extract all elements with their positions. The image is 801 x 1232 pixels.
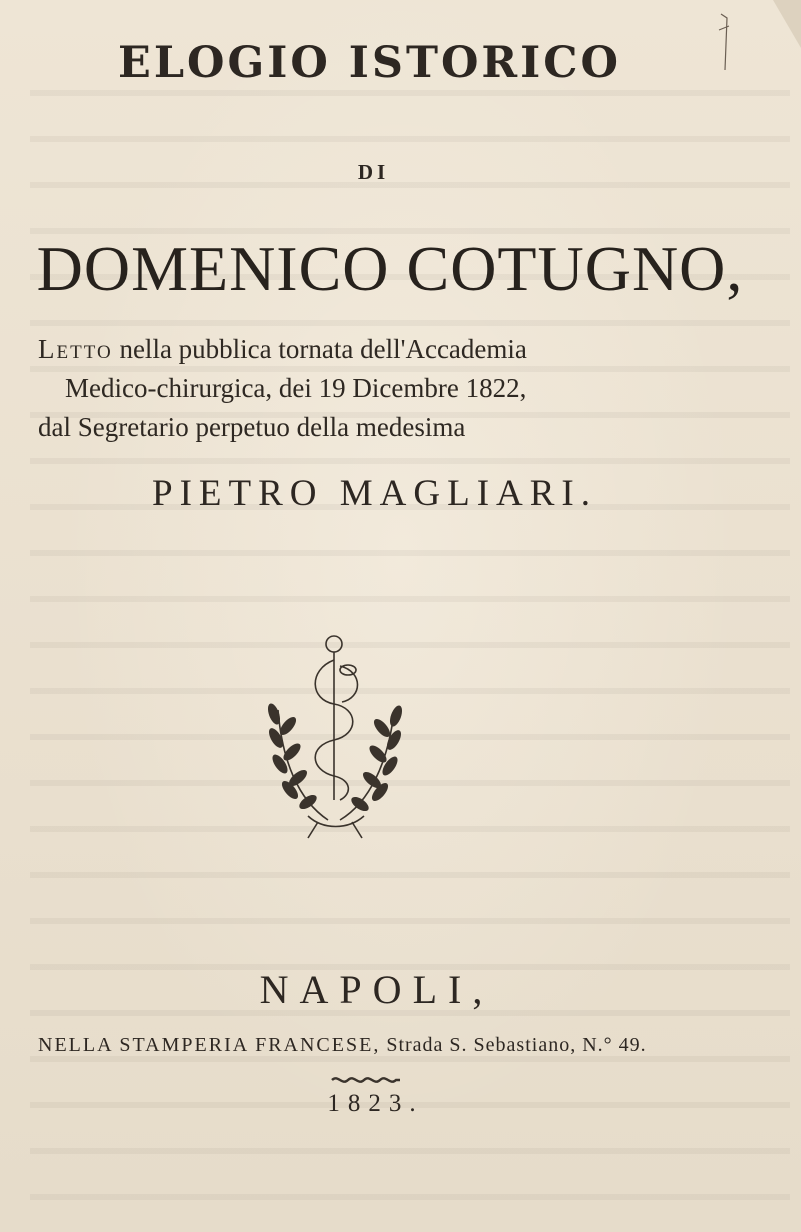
imprint-printer-address: Strada S. Sebastiano, N.° 49. bbox=[380, 1034, 647, 1056]
title-preposition: DI bbox=[357, 160, 390, 184]
title-subject-name: DOMENICO COTUGNO, bbox=[36, 233, 744, 304]
imprint-city: NAPOLI, bbox=[259, 967, 494, 1012]
dedication-text bbox=[38, 330, 738, 447]
imprint-printer-name: NELLA STAMPERIA FRANCESE, bbox=[38, 1034, 381, 1056]
dedication-lead-word: Letto bbox=[38, 334, 113, 364]
author-name: PIETRO MAGLIARI. bbox=[152, 473, 597, 514]
dedication-line-1-text: nella pubblica tornata dell'Accademia bbox=[112, 334, 527, 364]
dedication-line-1 bbox=[38, 330, 738, 369]
imprint-year: 1823. bbox=[327, 1090, 424, 1117]
caduceus-laurel-emblem-icon bbox=[248, 630, 418, 850]
title-elogio-istorico: ELOGIO ISTORICO bbox=[118, 38, 621, 88]
dedication-line-2: Medico-chirurgica, dei 19 Dicembre 1822, bbox=[65, 373, 527, 403]
imprint-printer bbox=[38, 1034, 758, 1057]
dedication-line-3: dal Segretario perpetuo della medesima bbox=[38, 412, 466, 442]
wavy-rule-ornament-icon bbox=[330, 1074, 402, 1086]
